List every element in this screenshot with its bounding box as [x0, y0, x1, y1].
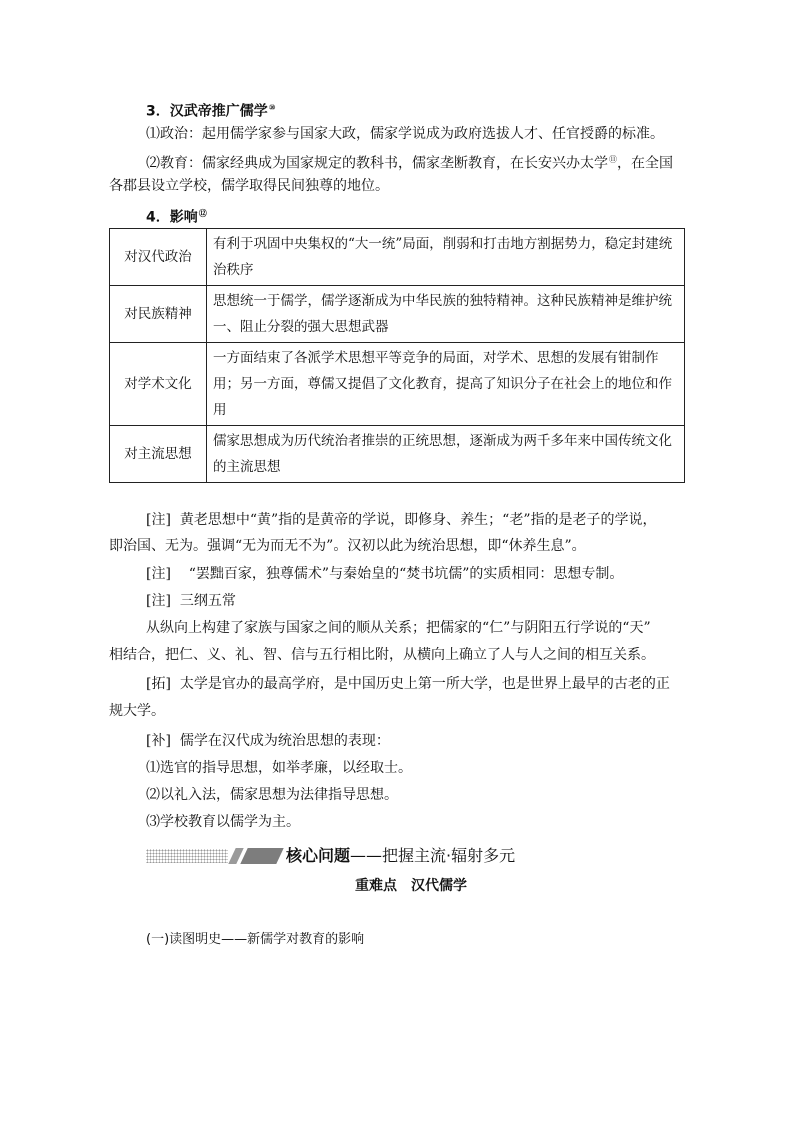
note-3-line1: 从纵向上构建了家族与国家之间的顺从关系；把儒家的“仁”与阴阳五行学说的“天”	[146, 620, 651, 636]
subsection-heading: (一)读图明史——新儒学对教育的影响	[146, 932, 365, 947]
note-5-item1: ⑴选官的指导思想，如举孝廉，以经取士。	[146, 760, 412, 776]
note-3-line2: 相结合，把仁、义、礼、智、信与五行相比附，从横向上确立了人与人之间的相互关系。	[109, 647, 655, 663]
note-1-line1: [注] 黄老思想中“黄”指的是黄帝的学说，即修身、养生；“老”指的是老子的学说，	[146, 512, 657, 528]
table-row-value: 有利于巩固中央集权的“大一统”局面，削弱和打击地方割据势力，稳定封建统治秩序	[207, 229, 685, 286]
table-row-key: 对汉代政治	[110, 229, 207, 286]
footnote-marker: ⑫	[198, 209, 207, 218]
banner-title: 核心问题——把握主流·辐射多元	[286, 846, 516, 865]
section-3-heading: 3．汉武帝推广儒学⑩	[146, 103, 276, 120]
section-banner	[146, 845, 586, 867]
banner-dot-pattern	[146, 849, 228, 863]
section-3-politics: ⑴政治：起用儒学家参与国家大政，儒家学说成为政府选拔人才、任官授爵的标准。	[146, 126, 664, 142]
section-3-education-line1: ⑵教育：儒家经典成为国家规定的教科书，儒家垄断教育，在长安兴办太学⑪，在全国	[146, 155, 673, 172]
key-point-heading: 重难点 汉代儒学	[355, 878, 467, 894]
table-row-value: 思想统一于儒学，儒学逐渐成为中华民族的独特精神。这种民族精神是维护统一、阻止分裂的强大思想武器	[207, 286, 685, 343]
table-row-value: 儒家思想成为历代统治者推崇的正统思想，逐渐成为两千多年来中国传统文化的主流思想	[207, 426, 685, 483]
note-1-line2: 即治国、无为。强调“无为而无不为”。汉初以此为统治思想，即“休养生息”。	[109, 538, 586, 554]
table-row	[110, 343, 685, 426]
footnote-marker: ⑪	[609, 155, 617, 164]
table-row-value: 一方面结束了各派学术思想平等竞争的局面，对学术、思想的发展有钳制作用；另一方面，尊儒又提倡了文化教育，提高了知识分子在社会上的地位和作用	[207, 343, 685, 426]
table-row	[110, 286, 685, 343]
table-row-key: 对民族精神	[110, 286, 207, 343]
banner-bar-decoration	[240, 848, 283, 864]
note-5-item2: ⑵以礼入法，儒家思想为法律指导思想。	[146, 787, 398, 803]
section-3-education-line2: 各郡县设立学校，儒学取得民间独尊的地位。	[109, 178, 389, 194]
note-5-title: [补] 儒学在汉代成为统治思想的表现：	[146, 733, 390, 749]
table-row	[110, 229, 685, 286]
impact-table	[109, 228, 685, 483]
section-4-heading: 4．影响⑫	[146, 209, 207, 226]
table-row	[110, 426, 685, 483]
note-2: [注] “罢黜百家，独尊儒术”与秦始皇的“焚书坑儒”的实质相同：思想专制。	[146, 566, 624, 582]
note-5-item3: ⑶学校教育以儒学为主。	[146, 814, 300, 830]
note-3-title: [注] 三纲五常	[146, 593, 236, 609]
table-row-key: 对主流思想	[110, 426, 207, 483]
table-row-key: 对学术文化	[110, 343, 207, 426]
note-4-line2: 规大学。	[109, 703, 165, 719]
footnote-marker: ⑩	[268, 103, 276, 112]
note-4-line1: [拓] 太学是官办的最高学府，是中国历史上第一所大学，也是世界上最早的古老的正	[146, 676, 670, 692]
